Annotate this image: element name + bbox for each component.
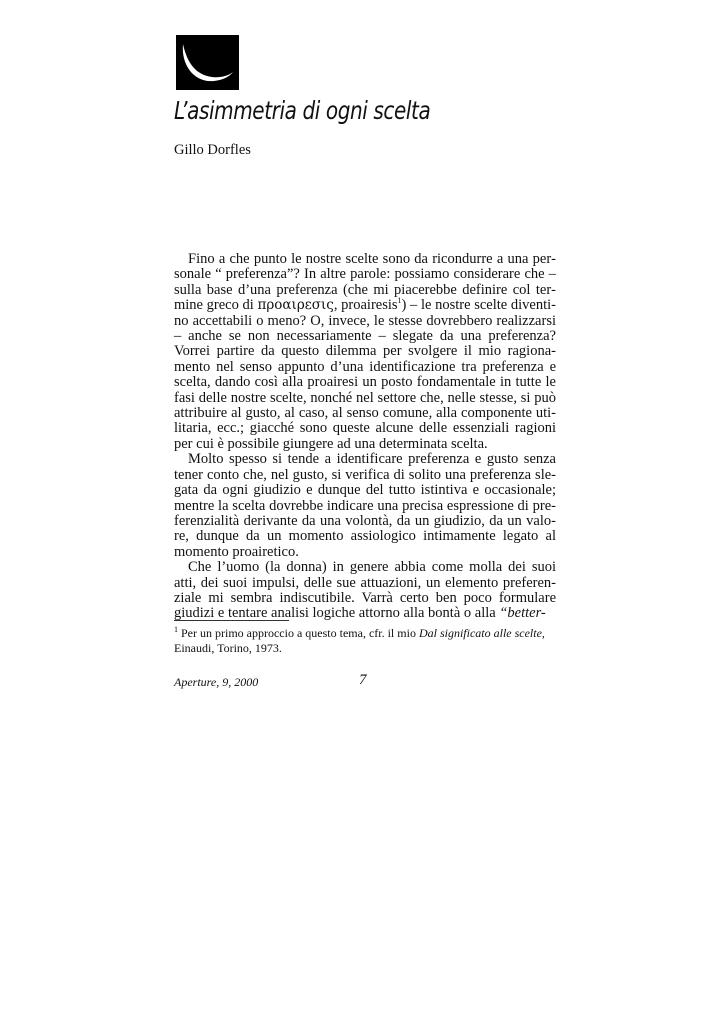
paragraph-3: Che l’uomo (la donna) in genere abbia come molla dei suoi atti, dei suoi impulsi, delle sue attuazioni, un elemento preferenziale mi sembra indiscutibile. Varrà certo ben poco formulare giudizi e tentare analisi logiche attorno alla bontà o alla “better- (174, 559, 556, 622)
page-number: 7 (359, 672, 367, 688)
footnote-number: 1 (174, 625, 178, 634)
book-title: Dal significato alle scelte (418, 626, 542, 640)
greek-term: προαιρεσις (257, 297, 334, 314)
crescent-logo-icon (176, 35, 239, 90)
footnote-reference[interactable]: 1 (397, 296, 402, 306)
article-body (174, 252, 556, 622)
footnote: $^1$ Per un primo approccio a questo tema, cfr. il mio Dal significato alle scelte, Einaudi, Torino, 1973. (174, 625, 545, 655)
paragraph-2: Molto spesso si tende a identificare preferenza e gusto senza tener conto che, nel gusto, si verifica di solito una preferenza slegata da ogni giudizio e dunque del tutto istintiva e occasionale; mentre la scelta dovrebbe indicare una precisa espressione di preferenzialità derivante da una volontà, da un giudizio, da un valore, dunque da un momento assiologico intimamente legato al momento proairetico. (174, 451, 556, 560)
article-title: L’asimmetria di ogni scelta (174, 96, 431, 125)
paragraph-1: Fino a che punto le nostre scelte sono da ricondurre a una personale “ preferenza”? In altre parole: possiamo considerare che – sulla base d’una preferenza (che mi piacerebbe definire col termine greco di προαιρεσις, proairesis$^1$) – le nostre scelte diventino accettabili o meno? O, invece, le stesse dovrebbero realizzarsi – anche se non necessariamente – slegate da una preferenza? Vorrei partire da questo dilemma per svolgere il mio ragionamento nel senso appunto d’una identificazione tra preferenza e scelta, dando così alla proairesi un posto fondamentale in tutte le fasi delle nostre scelte, nonché nel settore che, nelle stesse, si può attribuire al gusto, al caso, al senso comune, alla componente utilitaria, ecc.; giacché sono queste alcune delle essenziali ragioni per cui è possibile giungere ad una determinata scelta. (174, 251, 556, 452)
journal-citation: Aperture, 9, 2000 (174, 675, 259, 689)
author-name: Gillo Dorfles (174, 142, 251, 158)
footnote-divider (174, 620, 289, 621)
